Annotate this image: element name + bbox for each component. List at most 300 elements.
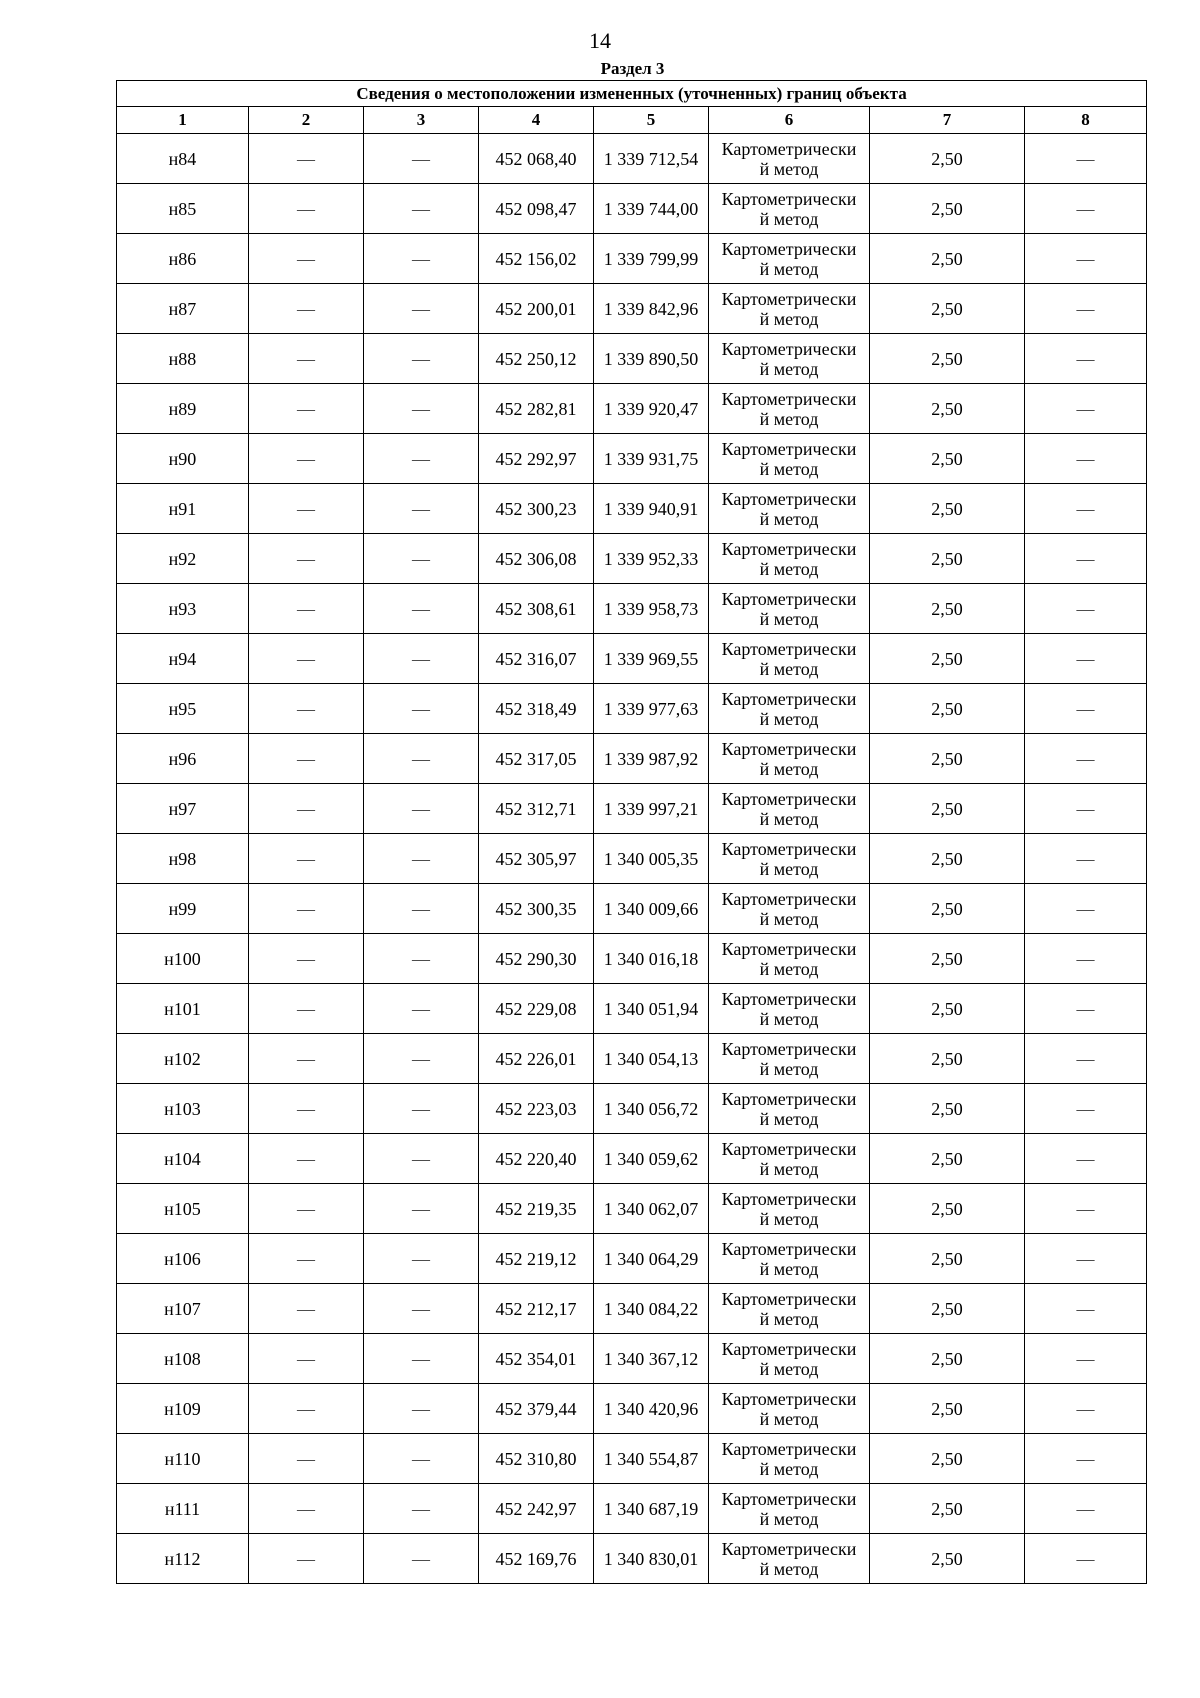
- table-row: [117, 134, 1147, 184]
- column-3-cell: —: [364, 434, 479, 484]
- column-2-cell: —: [249, 984, 364, 1034]
- column-2-cell: —: [249, 1234, 364, 1284]
- column-3-cell: —: [364, 234, 479, 284]
- section-title: Раздел 3: [600, 59, 665, 78]
- method-line-1: Картометрически: [721, 888, 857, 909]
- method-line-2: й метод: [759, 1008, 819, 1029]
- accuracy-cell: 2,50: [870, 634, 1025, 684]
- y-coordinate-cell: 1 339 931,75: [594, 434, 709, 484]
- column-8-cell: —: [1025, 234, 1147, 284]
- point-name-cell: н102: [117, 1034, 249, 1084]
- column-3-cell: —: [364, 1434, 479, 1484]
- method-cell: [709, 1134, 870, 1184]
- method-cell: [709, 534, 870, 584]
- point-name-cell: н108: [117, 1334, 249, 1384]
- x-coordinate-cell: 452 318,49: [479, 684, 594, 734]
- column-3-cell: —: [364, 334, 479, 384]
- accuracy-cell: 2,50: [870, 284, 1025, 334]
- x-coordinate-cell: 452 250,12: [479, 334, 594, 384]
- column-2-cell: —: [249, 584, 364, 634]
- column-2-cell: —: [249, 284, 364, 334]
- method-cell: [709, 1234, 870, 1284]
- table-row: [117, 284, 1147, 334]
- x-coordinate-cell: 452 305,97: [479, 834, 594, 884]
- y-coordinate-cell: 1 339 842,96: [594, 284, 709, 334]
- method-cell: [709, 1084, 870, 1134]
- column-2-cell: —: [249, 1184, 364, 1234]
- accuracy-cell: 2,50: [870, 534, 1025, 584]
- method-line-1: Картометрически: [721, 1088, 857, 1109]
- column-2-cell: —: [249, 1534, 364, 1584]
- column-3-cell: —: [364, 1134, 479, 1184]
- method-line-1: Картометрически: [721, 638, 857, 659]
- column-number-8: 8: [1025, 107, 1147, 134]
- table-row: [117, 1134, 1147, 1184]
- x-coordinate-cell: 452 223,03: [479, 1084, 594, 1134]
- method-line-1: Картометрически: [721, 1138, 857, 1159]
- x-coordinate-cell: 452 292,97: [479, 434, 594, 484]
- method-cell: [709, 484, 870, 534]
- point-name-cell: н92: [117, 534, 249, 584]
- column-3-cell: —: [364, 134, 479, 184]
- column-2-cell: —: [249, 934, 364, 984]
- column-3-cell: —: [364, 1034, 479, 1084]
- point-name-cell: н95: [117, 684, 249, 734]
- method-line-1: Картометрически: [721, 988, 857, 1009]
- point-name-cell: н110: [117, 1434, 249, 1484]
- y-coordinate-cell: 1 339 958,73: [594, 584, 709, 634]
- x-coordinate-cell: 452 300,23: [479, 484, 594, 534]
- method-cell: [709, 684, 870, 734]
- method-line-2: й метод: [759, 308, 819, 329]
- column-2-cell: —: [249, 784, 364, 834]
- method-cell: [709, 1534, 870, 1584]
- column-2-cell: —: [249, 234, 364, 284]
- method-line-2: й метод: [759, 1158, 819, 1179]
- accuracy-cell: 2,50: [870, 934, 1025, 984]
- column-3-cell: —: [364, 1334, 479, 1384]
- method-line-2: й метод: [759, 808, 819, 829]
- x-coordinate-cell: 452 300,35: [479, 884, 594, 934]
- method-line-1: Картометрически: [721, 538, 857, 559]
- method-cell: [709, 1184, 870, 1234]
- x-coordinate-cell: 452 306,08: [479, 534, 594, 584]
- y-coordinate-cell: 1 340 064,29: [594, 1234, 709, 1284]
- column-8-cell: —: [1025, 934, 1147, 984]
- accuracy-cell: 2,50: [870, 1334, 1025, 1384]
- accuracy-cell: 2,50: [870, 334, 1025, 384]
- column-3-cell: —: [364, 734, 479, 784]
- method-line-2: й метод: [759, 158, 819, 179]
- x-coordinate-cell: 452 098,47: [479, 184, 594, 234]
- column-3-cell: —: [364, 1534, 479, 1584]
- accuracy-cell: 2,50: [870, 684, 1025, 734]
- method-line-2: й метод: [759, 1408, 819, 1429]
- table-row: [117, 434, 1147, 484]
- point-name-cell: н104: [117, 1134, 249, 1184]
- column-3-cell: —: [364, 1484, 479, 1534]
- table-row: [117, 1484, 1147, 1534]
- column-2-cell: —: [249, 534, 364, 584]
- y-coordinate-cell: 1 339 997,21: [594, 784, 709, 834]
- point-name-cell: н86: [117, 234, 249, 284]
- method-line-2: й метод: [759, 1558, 819, 1579]
- point-name-cell: н84: [117, 134, 249, 184]
- column-8-cell: —: [1025, 1284, 1147, 1334]
- accuracy-cell: 2,50: [870, 1084, 1025, 1134]
- method-cell: [709, 134, 870, 184]
- point-name-cell: н87: [117, 284, 249, 334]
- accuracy-cell: 2,50: [870, 434, 1025, 484]
- x-coordinate-cell: 452 212,17: [479, 1284, 594, 1334]
- y-coordinate-cell: 1 339 969,55: [594, 634, 709, 684]
- column-8-cell: —: [1025, 1334, 1147, 1384]
- x-coordinate-cell: 452 312,71: [479, 784, 594, 834]
- method-line-2: й метод: [759, 1208, 819, 1229]
- column-8-cell: —: [1025, 1534, 1147, 1584]
- column-8-cell: —: [1025, 1084, 1147, 1134]
- method-line-1: Картометрически: [721, 1188, 857, 1209]
- point-name-cell: н90: [117, 434, 249, 484]
- x-coordinate-cell: 452 169,76: [479, 1534, 594, 1584]
- table-row: [117, 984, 1147, 1034]
- column-8-cell: —: [1025, 534, 1147, 584]
- column-2-cell: —: [249, 684, 364, 734]
- accuracy-cell: 2,50: [870, 984, 1025, 1034]
- column-number-row: [117, 107, 1147, 134]
- point-name-cell: н88: [117, 334, 249, 384]
- column-2-cell: —: [249, 1034, 364, 1084]
- column-8-cell: —: [1025, 334, 1147, 384]
- column-2-cell: —: [249, 434, 364, 484]
- method-line-2: й метод: [759, 1458, 819, 1479]
- method-line-2: й метод: [759, 508, 819, 529]
- column-8-cell: —: [1025, 1484, 1147, 1534]
- method-line-2: й метод: [759, 358, 819, 379]
- accuracy-cell: 2,50: [870, 834, 1025, 884]
- y-coordinate-cell: 1 340 054,13: [594, 1034, 709, 1084]
- method-line-2: й метод: [759, 408, 819, 429]
- column-3-cell: —: [364, 1184, 479, 1234]
- y-coordinate-cell: 1 340 009,66: [594, 884, 709, 934]
- column-3-cell: —: [364, 1234, 479, 1284]
- x-coordinate-cell: 452 156,02: [479, 234, 594, 284]
- y-coordinate-cell: 1 340 687,19: [594, 1484, 709, 1534]
- accuracy-cell: 2,50: [870, 1134, 1025, 1184]
- column-2-cell: —: [249, 884, 364, 934]
- accuracy-cell: 2,50: [870, 1184, 1025, 1234]
- point-name-cell: н101: [117, 984, 249, 1034]
- method-line-2: й метод: [759, 258, 819, 279]
- method-cell: [709, 1034, 870, 1084]
- table-row: [117, 534, 1147, 584]
- method-cell: [709, 284, 870, 334]
- column-2-cell: —: [249, 1084, 364, 1134]
- column-3-cell: —: [364, 384, 479, 434]
- method-line-2: й метод: [759, 608, 819, 629]
- method-cell: [709, 984, 870, 1034]
- method-line-1: Картометрически: [721, 1038, 857, 1059]
- method-line-1: Картометрически: [721, 738, 857, 759]
- column-8-cell: —: [1025, 984, 1147, 1034]
- accuracy-cell: 2,50: [870, 134, 1025, 184]
- method-cell: [709, 1384, 870, 1434]
- method-cell: [709, 834, 870, 884]
- table-row: [117, 584, 1147, 634]
- x-coordinate-cell: 452 354,01: [479, 1334, 594, 1384]
- point-name-cell: н85: [117, 184, 249, 234]
- method-cell: [709, 334, 870, 384]
- table-row: [117, 684, 1147, 734]
- method-cell: [709, 1484, 870, 1534]
- accuracy-cell: 2,50: [870, 1484, 1025, 1534]
- method-cell: [709, 234, 870, 284]
- method-line-2: й метод: [759, 658, 819, 679]
- point-name-cell: н98: [117, 834, 249, 884]
- column-2-cell: —: [249, 1134, 364, 1184]
- method-cell: [709, 934, 870, 984]
- column-8-cell: —: [1025, 384, 1147, 434]
- column-2-cell: —: [249, 184, 364, 234]
- column-2-cell: —: [249, 1334, 364, 1384]
- column-8-cell: —: [1025, 684, 1147, 734]
- column-8-cell: —: [1025, 1234, 1147, 1284]
- accuracy-cell: 2,50: [870, 1534, 1025, 1584]
- point-name-cell: н111: [117, 1484, 249, 1534]
- x-coordinate-cell: 452 379,44: [479, 1384, 594, 1434]
- method-line-1: Картометрически: [721, 438, 857, 459]
- y-coordinate-cell: 1 340 005,35: [594, 834, 709, 884]
- table-row: [117, 734, 1147, 784]
- column-number-7: 7: [870, 107, 1025, 134]
- method-cell: [709, 434, 870, 484]
- x-coordinate-cell: 452 219,12: [479, 1234, 594, 1284]
- y-coordinate-cell: 1 339 799,99: [594, 234, 709, 284]
- table-row: [117, 884, 1147, 934]
- table-row: [117, 1534, 1147, 1584]
- y-coordinate-cell: 1 339 952,33: [594, 534, 709, 584]
- y-coordinate-cell: 1 340 367,12: [594, 1334, 709, 1384]
- method-line-1: Картометрически: [721, 1488, 857, 1509]
- column-2-cell: —: [249, 634, 364, 684]
- column-3-cell: —: [364, 634, 479, 684]
- column-3-cell: —: [364, 984, 479, 1034]
- boundary-coordinates-table: [116, 80, 1147, 1584]
- method-cell: [709, 584, 870, 634]
- table-row: [117, 1284, 1147, 1334]
- column-8-cell: —: [1025, 1184, 1147, 1234]
- x-coordinate-cell: 452 282,81: [479, 384, 594, 434]
- accuracy-cell: 2,50: [870, 234, 1025, 284]
- column-number-4: 4: [479, 107, 594, 134]
- accuracy-cell: 2,50: [870, 184, 1025, 234]
- method-cell: [709, 1334, 870, 1384]
- table-row: [117, 934, 1147, 984]
- table-row: [117, 1184, 1147, 1234]
- column-2-cell: —: [249, 1434, 364, 1484]
- method-line-2: й метод: [759, 1308, 819, 1329]
- point-name-cell: н97: [117, 784, 249, 834]
- x-coordinate-cell: 452 308,61: [479, 584, 594, 634]
- table-row: [117, 484, 1147, 534]
- method-line-1: Картометрически: [721, 588, 857, 609]
- column-3-cell: —: [364, 934, 479, 984]
- column-8-cell: —: [1025, 634, 1147, 684]
- column-3-cell: —: [364, 684, 479, 734]
- column-2-cell: —: [249, 834, 364, 884]
- point-name-cell: н103: [117, 1084, 249, 1134]
- column-number-2: 2: [249, 107, 364, 134]
- column-3-cell: —: [364, 834, 479, 884]
- x-coordinate-cell: 452 310,80: [479, 1434, 594, 1484]
- point-name-cell: н96: [117, 734, 249, 784]
- column-8-cell: —: [1025, 734, 1147, 784]
- method-line-1: Картометрически: [721, 1338, 857, 1359]
- page-number: 14: [589, 28, 611, 53]
- method-line-2: й метод: [759, 1058, 819, 1079]
- method-line-2: й метод: [759, 958, 819, 979]
- y-coordinate-cell: 1 340 554,87: [594, 1434, 709, 1484]
- column-8-cell: —: [1025, 1034, 1147, 1084]
- accuracy-cell: 2,50: [870, 1384, 1025, 1434]
- method-cell: [709, 634, 870, 684]
- column-8-cell: —: [1025, 434, 1147, 484]
- x-coordinate-cell: 452 316,07: [479, 634, 594, 684]
- column-2-cell: —: [249, 384, 364, 434]
- column-8-cell: —: [1025, 1134, 1147, 1184]
- method-line-2: й метод: [759, 558, 819, 579]
- method-line-1: Картометрически: [721, 338, 857, 359]
- method-line-2: й метод: [759, 1358, 819, 1379]
- point-name-cell: н105: [117, 1184, 249, 1234]
- x-coordinate-cell: 452 226,01: [479, 1034, 594, 1084]
- method-cell: [709, 784, 870, 834]
- method-cell: [709, 734, 870, 784]
- method-line-1: Картометрически: [721, 388, 857, 409]
- method-line-1: Картометрически: [721, 1288, 857, 1309]
- table-row: [117, 334, 1147, 384]
- method-line-2: й метод: [759, 708, 819, 729]
- table-body: [117, 134, 1147, 1584]
- x-coordinate-cell: 452 290,30: [479, 934, 594, 984]
- column-8-cell: —: [1025, 134, 1147, 184]
- method-cell: [709, 384, 870, 434]
- method-line-1: Картометрически: [721, 788, 857, 809]
- method-line-2: й метод: [759, 858, 819, 879]
- accuracy-cell: 2,50: [870, 1234, 1025, 1284]
- column-2-cell: —: [249, 1284, 364, 1334]
- table-row: [117, 384, 1147, 434]
- table-row: [117, 1234, 1147, 1284]
- column-8-cell: —: [1025, 884, 1147, 934]
- column-8-cell: —: [1025, 184, 1147, 234]
- x-coordinate-cell: 452 317,05: [479, 734, 594, 784]
- column-2-cell: —: [249, 334, 364, 384]
- accuracy-cell: 2,50: [870, 1034, 1025, 1084]
- y-coordinate-cell: 1 340 059,62: [594, 1134, 709, 1184]
- point-name-cell: н112: [117, 1534, 249, 1584]
- method-line-2: й метод: [759, 458, 819, 479]
- accuracy-cell: 2,50: [870, 1434, 1025, 1484]
- table-row: [117, 1084, 1147, 1134]
- column-3-cell: —: [364, 584, 479, 634]
- point-name-cell: н99: [117, 884, 249, 934]
- method-cell: [709, 184, 870, 234]
- method-cell: [709, 884, 870, 934]
- column-number-3: 3: [364, 107, 479, 134]
- table-row: [117, 184, 1147, 234]
- x-coordinate-cell: 452 229,08: [479, 984, 594, 1034]
- point-name-cell: н106: [117, 1234, 249, 1284]
- method-line-1: Картометрически: [721, 1438, 857, 1459]
- table-row: [117, 1034, 1147, 1084]
- column-2-cell: —: [249, 484, 364, 534]
- accuracy-cell: 2,50: [870, 584, 1025, 634]
- table-row: [117, 1334, 1147, 1384]
- method-line-1: Картометрически: [721, 838, 857, 859]
- method-line-2: й метод: [759, 908, 819, 929]
- method-line-1: Картометрически: [721, 188, 857, 209]
- column-3-cell: —: [364, 534, 479, 584]
- x-coordinate-cell: 452 068,40: [479, 134, 594, 184]
- column-number-1: 1: [117, 107, 249, 134]
- method-line-2: й метод: [759, 758, 819, 779]
- table-row: [117, 634, 1147, 684]
- column-2-cell: —: [249, 1484, 364, 1534]
- table-caption: Сведения о местоположении измененных (уточненных) границ объекта: [117, 81, 1147, 107]
- column-3-cell: —: [364, 784, 479, 834]
- table-row: [117, 784, 1147, 834]
- y-coordinate-cell: 1 340 830,01: [594, 1534, 709, 1584]
- y-coordinate-cell: 1 340 016,18: [594, 934, 709, 984]
- method-line-2: й метод: [759, 208, 819, 229]
- y-coordinate-cell: 1 339 712,54: [594, 134, 709, 184]
- method-line-1: Картометрически: [721, 1538, 857, 1559]
- accuracy-cell: 2,50: [870, 784, 1025, 834]
- column-3-cell: —: [364, 284, 479, 334]
- x-coordinate-cell: 452 220,40: [479, 1134, 594, 1184]
- table-row: [117, 1434, 1147, 1484]
- column-8-cell: —: [1025, 834, 1147, 884]
- column-8-cell: —: [1025, 784, 1147, 834]
- y-coordinate-cell: 1 340 084,22: [594, 1284, 709, 1334]
- method-line-1: Картометрически: [721, 138, 857, 159]
- point-name-cell: н91: [117, 484, 249, 534]
- method-line-1: Картометрически: [721, 688, 857, 709]
- column-3-cell: —: [364, 884, 479, 934]
- accuracy-cell: 2,50: [870, 1284, 1025, 1334]
- y-coordinate-cell: 1 340 056,72: [594, 1084, 709, 1134]
- x-coordinate-cell: 452 219,35: [479, 1184, 594, 1234]
- column-8-cell: —: [1025, 584, 1147, 634]
- accuracy-cell: 2,50: [870, 384, 1025, 434]
- point-name-cell: н94: [117, 634, 249, 684]
- point-name-cell: н107: [117, 1284, 249, 1334]
- y-coordinate-cell: 1 340 051,94: [594, 984, 709, 1034]
- point-name-cell: н109: [117, 1384, 249, 1434]
- y-coordinate-cell: 1 339 987,92: [594, 734, 709, 784]
- column-8-cell: —: [1025, 284, 1147, 334]
- table-caption-row: [117, 81, 1147, 107]
- y-coordinate-cell: 1 339 977,63: [594, 684, 709, 734]
- column-3-cell: —: [364, 484, 479, 534]
- method-line-2: й метод: [759, 1508, 819, 1529]
- point-name-cell: н93: [117, 584, 249, 634]
- method-line-1: Картометрически: [721, 488, 857, 509]
- y-coordinate-cell: 1 340 062,07: [594, 1184, 709, 1234]
- y-coordinate-cell: 1 339 744,00: [594, 184, 709, 234]
- y-coordinate-cell: 1 339 920,47: [594, 384, 709, 434]
